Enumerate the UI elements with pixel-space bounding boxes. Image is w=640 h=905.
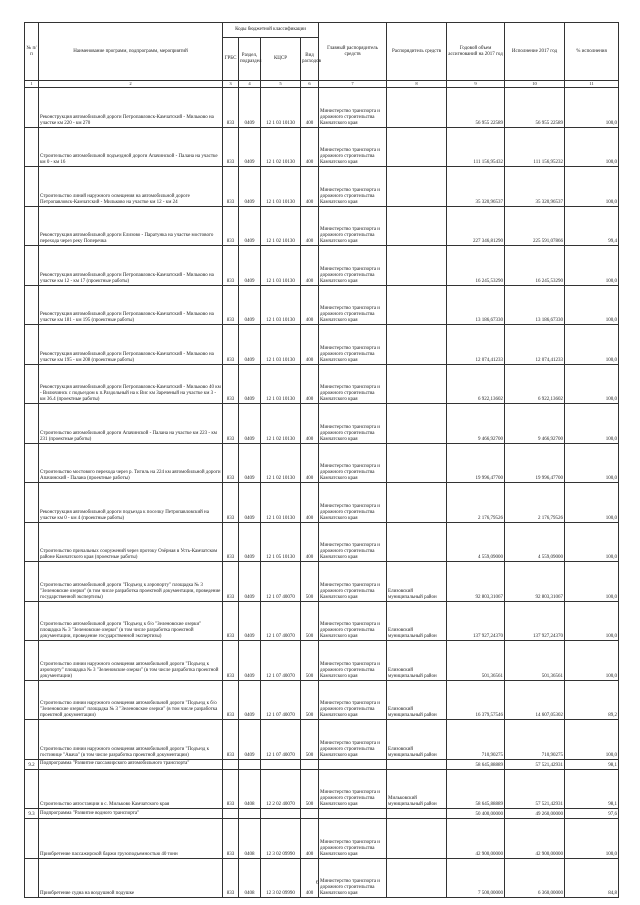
table-row	[25, 246, 619, 286]
row-num	[25, 483, 39, 523]
row-glavny: Министерство транспорта и дорожного строительства Камчатского края	[319, 680, 387, 720]
row-vid: 400	[301, 443, 319, 483]
row-razdel: 0409	[239, 562, 261, 602]
row-rasp	[387, 858, 447, 898]
row-fact: 19 996,47700	[505, 443, 565, 483]
colnum: 11	[565, 81, 619, 88]
row-razdel: 0409	[239, 88, 261, 128]
row-kcsr: 12 1 03 10130	[261, 364, 301, 404]
row-kcsr: 12 1 03 10130	[261, 88, 301, 128]
table-row	[25, 522, 619, 562]
row-pct: 100,0	[565, 522, 619, 562]
row-num	[25, 443, 39, 483]
row-pct: 97,6	[565, 809, 619, 819]
row-kcsr: 12 2 02 40070	[261, 769, 301, 809]
row-fact: 501,36561	[505, 641, 565, 681]
row-pct: 100,0	[565, 246, 619, 286]
row-glavny: Министерство транспорта и дорожного строительства Камчатского края	[319, 443, 387, 483]
row-plan: 19 996,47700	[447, 443, 505, 483]
header-name: Наименование программ, подпрограмм, мероприятий	[39, 23, 223, 81]
row-pct: 99,4	[565, 206, 619, 246]
row-num	[25, 325, 39, 365]
row-rasp: Елизовский муниципальный район	[387, 562, 447, 602]
table-row	[25, 206, 619, 246]
row-vid: 400	[301, 364, 319, 404]
row-name: Реконструкция автомобильной дороги Петропавловск-Камчатский - Мильково на участке км 181 - км 195 (проектные работы)	[39, 285, 223, 325]
row-plan: 9 466,92700	[447, 404, 505, 444]
row-razdel: 0409	[239, 364, 261, 404]
table-row	[25, 404, 619, 444]
row-glavny: Министерство транспорта и дорожного строительства Камчатского края	[319, 206, 387, 246]
row-glavny: Министерство транспорта и дорожного строительства Камчатского края	[319, 858, 387, 898]
row-num	[25, 562, 39, 602]
row-pct: 100,0	[565, 720, 619, 760]
row-glavny: Министерство транспорта и дорожного строительства Камчатского края	[319, 819, 387, 859]
row-razdel: 0408	[239, 858, 261, 898]
row-kcsr: 12 1 07 40070	[261, 601, 301, 641]
row-fact: 49 260,00000	[505, 809, 565, 819]
row-rasp	[387, 483, 447, 523]
row-glavny: Министерство транспорта и дорожного строительства Камчатского края	[319, 601, 387, 641]
row-grbs: 833	[223, 364, 239, 404]
row-glavny: Министерство транспорта и дорожного строительства Камчатского края	[319, 246, 387, 286]
row-num	[25, 88, 39, 128]
row-name: Приобретение пассажирской баржи грузоподъемностью 40 тонн	[39, 819, 223, 859]
row-kcsr: 12 1 02 10130	[261, 404, 301, 444]
row-name: Строительство линии наружного освещения автомобильной дороги "Подъезд к аэропорту" площадка № 3 "Зеленовские озерки" (в том числе разработка проектной документации)	[39, 641, 223, 681]
row-grbs: 833	[223, 601, 239, 641]
table-row	[25, 167, 619, 207]
table-row	[25, 285, 619, 325]
row-grbs: 833	[223, 88, 239, 128]
row-kcsr: 12 1 02 10130	[261, 206, 301, 246]
row-grbs: 833	[223, 246, 239, 286]
table-row	[25, 364, 619, 404]
row-name: Строительство мостового перехода через р. Тигиль на 224 км автомобильной дороги Апачинский - Палана (проектные работы)	[39, 443, 223, 483]
row-fact: 137 927,24370	[505, 601, 565, 641]
row-vid: 400	[301, 522, 319, 562]
row-fact: 57 521,42931	[505, 759, 565, 769]
row-rasp: Елизовский муниципальный район	[387, 641, 447, 681]
row-vid: 500	[301, 562, 319, 602]
row-name: Реконструкция автомобильной дороги Елизово - Паратунка на участке мостового перехода через реку Поперечка	[39, 206, 223, 246]
row-rasp	[387, 167, 447, 207]
row-rasp	[387, 364, 447, 404]
row-name: Строительство автомобильной дороги "Подъезд к аэропорту" площадка № 3 "Зеленовские озерки" (в том числе разработка проектной документации, проведение государственной экспертизы)	[39, 562, 223, 602]
row-plan: 13 186,67330	[447, 285, 505, 325]
row-grbs: 833	[223, 562, 239, 602]
row-name: Строительство причальных сооружений через протоку Озёрная в Усть-Камчатском районе Камчатского края (проектные работы)	[39, 522, 223, 562]
row-razdel: 0409	[239, 246, 261, 286]
row-grbs: 833	[223, 483, 239, 523]
row-vid: 400	[301, 325, 319, 365]
header-glavny: Главный распорядитель средств	[319, 23, 387, 81]
row-grbs: 833	[223, 680, 239, 720]
row-fact: 92 803,31067	[505, 562, 565, 602]
row-num	[25, 246, 39, 286]
row-vid: 500	[301, 641, 319, 681]
row-rasp	[387, 819, 447, 859]
subprogram-row-9-3	[25, 809, 619, 819]
table-row	[25, 680, 619, 720]
row-pct: 98,1	[565, 769, 619, 809]
row-glavny: Министерство транспорта и дорожного строительства Камчатского края	[319, 88, 387, 128]
row-name: Строительство автомобильной дороги "Подъезд к б/о "Зеленовские озерки" площадка № 3 "Зеленовские озерки" (в том числе разработка проектной документации, проведение государственной экспертизы)	[39, 601, 223, 641]
row-fact: 12 074,41233	[505, 325, 565, 365]
row-kcsr: 12 1 05 10130	[261, 522, 301, 562]
row-plan: 42 900,00000	[447, 819, 505, 859]
row-vid: 400	[301, 858, 319, 898]
row-vid: 400	[301, 88, 319, 128]
row-grbs: 833	[223, 206, 239, 246]
row-rasp: Елизовский муниципальный район	[387, 680, 447, 720]
row-rasp	[387, 206, 447, 246]
page-number: 6	[316, 880, 319, 886]
colnum: 2	[39, 81, 223, 88]
colnum: 6	[301, 81, 319, 88]
row-plan: 16 245,53290	[447, 246, 505, 286]
row-vid: 500	[301, 769, 319, 809]
table-row	[25, 443, 619, 483]
row-num	[25, 522, 39, 562]
row-razdel: 0409	[239, 641, 261, 681]
row-rasp: Елизовский муниципальный район	[387, 601, 447, 641]
row-rasp	[387, 522, 447, 562]
row-fact: 16 245,53290	[505, 246, 565, 286]
row-fact: 6 360,00000	[505, 858, 565, 898]
row-pct: 100,0	[565, 88, 619, 128]
row-fact: 14 607,05302	[505, 680, 565, 720]
row-fact: 225 591,07866	[505, 206, 565, 246]
row-plan: 111 156,95432	[447, 127, 505, 167]
row-grbs: 833	[223, 325, 239, 365]
table-row	[25, 601, 619, 641]
row-num	[25, 601, 39, 641]
row-vid: 400	[301, 127, 319, 167]
row-name: Строительство линии наружного освещения автомобильной дороги "Подъезд к гостинице "Авача" (в том числе разработка проектной документации)	[39, 720, 223, 760]
row-plan: 137 927,24370	[447, 601, 505, 641]
header-ispolnenie: Исполнение 2017 год	[505, 23, 565, 81]
row-num	[25, 680, 39, 720]
row-glavny: Министерство транспорта и дорожного строительства Камчатского края	[319, 483, 387, 523]
row-pct: 84,8	[565, 858, 619, 898]
row-kcsr: 12 1 03 10130	[261, 167, 301, 207]
row-num	[25, 404, 39, 444]
row-kcsr: 12 3 02 09990	[261, 819, 301, 859]
row-razdel: 0408	[239, 769, 261, 809]
row-name: Строительство автомобильной подъездной дороги Апачинской - Палана на участке км 0 - км 16	[39, 127, 223, 167]
table-row	[25, 562, 619, 602]
row-grbs: 833	[223, 167, 239, 207]
table-row	[25, 88, 619, 128]
header-rasporyaditel: Распорядитель средств	[387, 23, 447, 81]
row-glavny: Министерство транспорта и дорожного строительства Камчатского края	[319, 404, 387, 444]
row-num	[25, 641, 39, 681]
row-kcsr: 12 1 07 40070	[261, 680, 301, 720]
row-name: Реконструкция автомобильной дороги Петропавловск-Камчатский - Мильково на участке км 12 - км 17 (проектные работы)	[39, 246, 223, 286]
table-row	[25, 720, 619, 760]
row-name: Подпрограмма "Развитие пассажирского автомобильного транспорта"	[39, 759, 223, 769]
table-row	[25, 819, 619, 859]
row-vid: 500	[301, 601, 319, 641]
row-razdel: 0409	[239, 325, 261, 365]
row-glavny: Министерство транспорта и дорожного строительства Камчатского края	[319, 769, 387, 809]
row-fact: 42 900,00000	[505, 819, 565, 859]
row-grbs: 833	[223, 127, 239, 167]
row-pct: 100,0	[565, 404, 619, 444]
row-rasp	[387, 443, 447, 483]
row-fact: 57 521,42931	[505, 769, 565, 809]
row-grbs: 833	[223, 285, 239, 325]
header-num: № п/п	[25, 23, 39, 81]
row-plan: 4 559,09000	[447, 522, 505, 562]
row-rasp	[387, 285, 447, 325]
row-pct: 100,0	[565, 601, 619, 641]
row-glavny: Министерство транспорта и дорожного строительства Камчатского края	[319, 562, 387, 602]
header-godovoy: Годовой объем ассигнований на 2017 год	[447, 23, 505, 81]
row-grbs: 833	[223, 819, 239, 859]
row-razdel: 0409	[239, 443, 261, 483]
row-fact: 4 559,09000	[505, 522, 565, 562]
row-pct: 100,0	[565, 483, 619, 523]
row-kcsr: 12 1 03 10130	[261, 325, 301, 365]
row-name: Реконструкция автомобильной дороги Петропавловск-Камчатский - Мильково 40 км - Вилючинск с подъездом к п.Раздольный на к Вис км Зареченый на участке км 3 - км 36.4 (проектные работы)	[39, 364, 223, 404]
row-name: Строительство линии наружного освещения автомобильной дороги "Подъезд к б/о "Зеленовские озерки" площадка № 3 "Зеленовские озерки" (в том числе разработка проектной документации)	[39, 680, 223, 720]
row-vid: 400	[301, 285, 319, 325]
row-razdel: 0409	[239, 522, 261, 562]
row-fact: 35 320,96537	[505, 167, 565, 207]
header-grbs: ГРБС	[223, 38, 239, 81]
table-row	[25, 858, 619, 898]
row-rasp	[387, 404, 447, 444]
row-pct: 100,0	[565, 167, 619, 207]
row-plan: 35 320,96537	[447, 167, 505, 207]
row-rasp: Елизовский муниципальный район	[387, 720, 447, 760]
row-vid: 500	[301, 680, 319, 720]
row-glavny: Министерство транспорта и дорожного строительства Камчатского края	[319, 167, 387, 207]
row-glavny: Министерство транспорта и дорожного строительства Камчатского края	[319, 522, 387, 562]
colnum: 7	[319, 81, 387, 88]
row-name: Реконструкция автомобильной дороги подъезда к поселку Петропавловский на участке км 0 - км 4 (проектные работы)	[39, 483, 223, 523]
row-num	[25, 127, 39, 167]
row-glavny: Министерство транспорта и дорожного строительства Камчатского края	[319, 325, 387, 365]
row-vid: 400	[301, 167, 319, 207]
header-kcsr: КЦСР	[261, 38, 301, 81]
row-plan: 56 955 22589	[447, 88, 505, 128]
row-vid: 400	[301, 404, 319, 444]
row-grbs: 833	[223, 404, 239, 444]
header-percent: % исполнения	[565, 23, 619, 81]
row-plan: 12 074,41233	[447, 325, 505, 365]
row-glavny: Министерство транспорта и дорожного строительства Камчатского края	[319, 285, 387, 325]
row-kcsr: 12 1 07 40070	[261, 562, 301, 602]
row-pct: 98,1	[565, 759, 619, 769]
row-plan: 710,90275	[447, 720, 505, 760]
row-name: Реконструкция автомобильной дороги Петропавловск-Камчатский - Мильково на участке км 220 - км 270	[39, 88, 223, 128]
row-razdel: 0409	[239, 680, 261, 720]
table-row	[25, 641, 619, 681]
row-kcsr: 12 3 02 09990	[261, 858, 301, 898]
row-razdel: 0409	[239, 285, 261, 325]
row-fact: 9 466,92700	[505, 404, 565, 444]
row-vid: 400	[301, 819, 319, 859]
row-vid: 500	[301, 720, 319, 760]
row-pct: 100,0	[565, 443, 619, 483]
row-plan: 92 803,31067	[447, 562, 505, 602]
row-razdel: 0408	[239, 819, 261, 859]
row-plan: 50 400,00000	[447, 809, 505, 819]
row-name: Строительство автомобильной дороги Апачинской - Палана на участке км 223 - км 231 (проектные работы)	[39, 404, 223, 444]
table-row	[25, 769, 619, 809]
row-pct: 100,0	[565, 819, 619, 859]
row-fact: 56 955 22589	[505, 88, 565, 128]
row-vid: 400	[301, 483, 319, 523]
row-pct: 100,0	[565, 325, 619, 365]
row-kcsr: 12 1 03 10130	[261, 483, 301, 523]
row-grbs: 833	[223, 769, 239, 809]
row-name: Приобретение судна на воздушной подушке	[39, 858, 223, 898]
row-razdel: 0409	[239, 167, 261, 207]
row-name: Строительство автостанции в с. Мильково Камчатского края	[39, 769, 223, 809]
row-glavny: Министерство транспорта и дорожного строительства Камчатского края	[319, 641, 387, 681]
colnum: 10	[505, 81, 565, 88]
row-razdel: 0409	[239, 720, 261, 760]
row-kcsr: 12 1 03 10130	[261, 246, 301, 286]
row-kcsr: 12 1 03 10130	[261, 285, 301, 325]
row-glavny: Министерство транспорта и дорожного строительства Камчатского края	[319, 127, 387, 167]
row-kcsr: 12 1 07 40070	[261, 641, 301, 681]
row-num	[25, 167, 39, 207]
colnum: 4	[239, 81, 261, 88]
row-vid: 400	[301, 206, 319, 246]
row-plan: 501,36561	[447, 641, 505, 681]
row-plan: 58 645,88889	[447, 759, 505, 769]
colnum: 1	[25, 81, 39, 88]
row-razdel: 0409	[239, 404, 261, 444]
row-plan: 16 379,57546	[447, 680, 505, 720]
row-num	[25, 364, 39, 404]
row-kcsr: 12 1 02 10130	[261, 127, 301, 167]
row-num: 9.3	[25, 809, 39, 819]
row-fact: 6 922,13602	[505, 364, 565, 404]
colnum: 3	[223, 81, 239, 88]
row-razdel: 0409	[239, 127, 261, 167]
budget-table	[24, 22, 619, 898]
table-row	[25, 325, 619, 365]
row-num	[25, 206, 39, 246]
row-kcsr: 12 1 02 10130	[261, 443, 301, 483]
row-vid: 400	[301, 246, 319, 286]
row-rasp	[387, 88, 447, 128]
table-row	[25, 483, 619, 523]
row-pct: 89,2	[565, 680, 619, 720]
row-num: 9.2	[25, 759, 39, 769]
row-grbs: 833	[223, 641, 239, 681]
row-pct: 100,0	[565, 562, 619, 602]
column-numbers-row	[25, 81, 619, 88]
row-glavny: Министерство транспорта и дорожного строительства Камчатского края	[319, 364, 387, 404]
row-pct: 100,0	[565, 127, 619, 167]
row-pct: 100,0	[565, 364, 619, 404]
row-fact: 710,90275	[505, 720, 565, 760]
header-vid: Вид расходов	[301, 38, 319, 81]
row-grbs: 833	[223, 443, 239, 483]
row-razdel: 0409	[239, 601, 261, 641]
row-plan: 2 176,79526	[447, 483, 505, 523]
row-fact: 111 156,95232	[505, 127, 565, 167]
row-razdel: 0409	[239, 483, 261, 523]
subprogram-row-9-2	[25, 759, 619, 769]
colnum: 8	[387, 81, 447, 88]
row-plan: 6 922,13602	[447, 364, 505, 404]
row-fact: 2 176,79526	[505, 483, 565, 523]
colnum: 9	[447, 81, 505, 88]
table-row	[25, 127, 619, 167]
row-grbs: 833	[223, 720, 239, 760]
row-plan: 58 645,88889	[447, 769, 505, 809]
row-fact: 13 186,67330	[505, 285, 565, 325]
row-plan: 7 500,00000	[447, 858, 505, 898]
row-rasp	[387, 127, 447, 167]
row-grbs: 833	[223, 522, 239, 562]
row-name: Строительство линий наружного освещения на автомобильной дороге Петропавловск-Камчатский - Мильково на участке км 12 - км 24	[39, 167, 223, 207]
header-razdel: Раздел, подраздел	[239, 38, 261, 81]
row-plan: 227 346,81290	[447, 206, 505, 246]
row-num	[25, 720, 39, 760]
colnum: 5	[261, 81, 301, 88]
header-kbk: Коды бюджетной классификации	[223, 23, 319, 38]
row-name: Реконструкция автомобильной дороги Петропавловск-Камчатский - Мильково на участке км 195 - км 208 (проектные работы)	[39, 325, 223, 365]
row-rasp: Мильковский муниципальный район	[387, 769, 447, 809]
row-glavny: Министерство транспорта и дорожного строительства Камчатского края	[319, 720, 387, 760]
row-rasp	[387, 325, 447, 365]
row-razdel: 0409	[239, 206, 261, 246]
row-rasp	[387, 246, 447, 286]
row-pct: 100,0	[565, 285, 619, 325]
row-kcsr: 12 1 07 40070	[261, 720, 301, 760]
row-grbs: 833	[223, 858, 239, 898]
row-num	[25, 285, 39, 325]
row-name: Подпрограмма "Развитие водного транспорта"	[39, 809, 223, 819]
row-pct: 100,0	[565, 641, 619, 681]
